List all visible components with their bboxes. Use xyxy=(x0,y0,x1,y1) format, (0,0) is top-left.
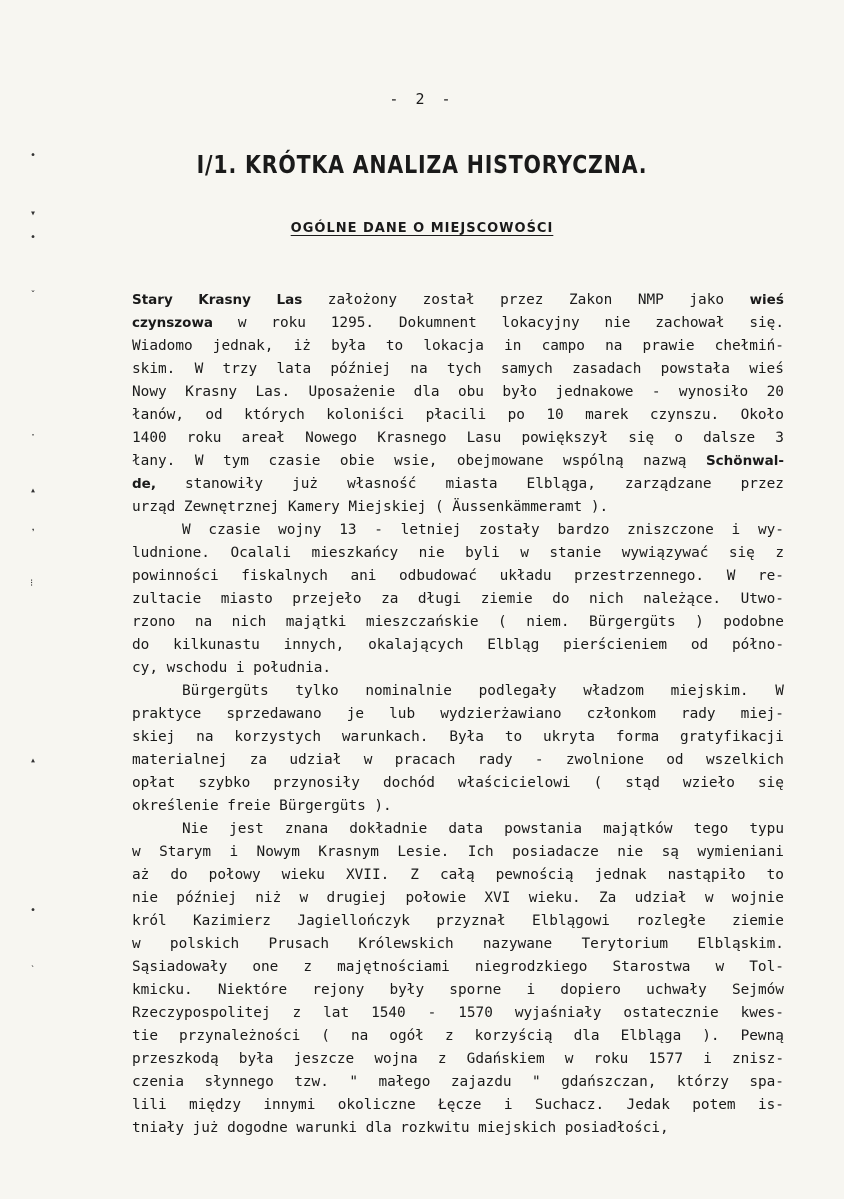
text-line: przeszkodą była jeszcze wojna z Gdańskiem w roku 1577 i znisz- xyxy=(132,1051,784,1067)
scan-speck: ˇ xyxy=(30,290,37,301)
scan-speck: ⁝ xyxy=(30,578,34,589)
text-line: łanów, od których koloniści płacili po 10 marek czynszu. Około xyxy=(132,407,784,423)
text-line: Nowy Krasny Las. Uposażenie dla obu było jednakowe - wynosiło 20 xyxy=(132,384,784,400)
text-line: czenia słynnego tzw. " małego zajazdu " gdańszczan, którzy spa- xyxy=(132,1074,784,1090)
text-line: Wiadomo jednak, iż była to lokacja in campo na prawie chełmiń- xyxy=(132,338,784,354)
text-line: czynszowa w roku 1295. Dokumnent lokacyjny nie zachował się. xyxy=(132,315,784,331)
text-line: skiej na korzystych warunkach. Była to ukryta forma gratyfikacji xyxy=(132,729,784,745)
text-line: lili między innymi okoliczne Łęcze i Suchacz. Jedak potem is- xyxy=(132,1097,784,1113)
text-line: powinności fiskalnych ani odbudować układu przestrzennego. W re- xyxy=(132,568,784,584)
text-line: skim. W trzy lata później na tych samych zasadach powstała wieś xyxy=(132,361,784,377)
text-line: Sąsiadowały one z majętnościami niegrodzkiego Starostwa w Tol- xyxy=(132,959,784,975)
scan-speck: • xyxy=(30,150,37,161)
scan-speck: ▴ xyxy=(30,485,37,496)
text-line: ludnione. Ocalali mieszkańcy nie byli w stanie wywiązywać się z xyxy=(132,545,784,561)
text-line: w Starym i Nowym Krasnym Lesie. Ich posiadacze nie są wymieniani xyxy=(132,844,784,860)
text-line: zultacie miasto przejeło za długi ziemie do nich należące. Utwo- xyxy=(132,591,784,607)
text-line: w polskich Prusach Królewskich nazywane Terytorium Elbląskim. xyxy=(132,936,784,952)
text-line: aż do połowy wieku XVII. Z całą pewnością jednak nastąpiło to xyxy=(132,867,784,883)
scan-speck: · xyxy=(30,430,37,441)
text-line: nie później niż w drugiej połowie XVI wieku. Za udział w wojnie xyxy=(132,890,784,906)
text-line: praktyce sprzedawano je lub wydzierżawiano członkom rady miej- xyxy=(132,706,784,722)
scan-speck: ❜ xyxy=(30,528,37,539)
text-line: król Kazimierz Jagiellończyk przyznał Elblągowi rozległe ziemie xyxy=(132,913,784,929)
text-line: Stary Krasny Las założony został przez Zakon NMP jako wieś xyxy=(132,292,784,308)
text-line: 1400 roku areał Nowego Krasnego Lasu powiększył się o dalsze 3 xyxy=(132,430,784,446)
page-number: - 2 - xyxy=(389,90,455,108)
text-line: kmicku. Niektóre rejony były sporne i dopiero uchwały Sejmów xyxy=(132,982,784,998)
text-line: de, stanowiły już własność miasta Elbląga, zarządzane przez xyxy=(132,476,784,492)
text-line: materialnej za udział w pracach rady - zwolnione od wszelkich xyxy=(132,752,784,768)
scan-speck: • xyxy=(30,232,37,243)
text-line: Nie jest znana dokładnie data powstania majątków tego typu xyxy=(182,821,784,837)
text-line: tniały już dogodne warunki dla rozkwitu miejskich posiadłości, xyxy=(132,1120,669,1136)
text-line: urząd Zewnętrznej Kamery Miejskiej ( Äussenkämmeramt ). xyxy=(132,499,609,515)
text-line: cy, wschodu i południa. xyxy=(132,660,332,676)
text-line: tie przynależności ( na ogół z korzyścią dla Elbląga ). Pewną xyxy=(132,1028,784,1044)
scan-speck: • xyxy=(30,905,37,916)
text-line: określenie freie Bürgergüts ). xyxy=(132,798,392,814)
text-line: do kilkunastu innych, okalających Elbląg pierścieniem od półno- xyxy=(132,637,784,653)
scan-speck: ˋ xyxy=(30,965,37,976)
text-line: rzono na nich majątki mieszczańskie ( niem. Bürgergüts ) podobne xyxy=(132,614,784,630)
scan-speck: ▴ xyxy=(30,755,37,766)
section-title: I/1. KRÓTKA ANALIZA HISTORYCZNA. xyxy=(196,150,648,179)
section-subtitle: OGÓLNE DANE O MIEJSCOWOŚCI xyxy=(290,221,554,236)
body-text xyxy=(132,289,784,1140)
text-line: opłat szybko przynosiły dochód właścicielowi ( stąd wzieło się xyxy=(132,775,784,791)
scan-speck: ▾ xyxy=(30,208,37,219)
text-line: Rzeczypospolitej z lat 1540 - 1570 wyjaśniały ostatecznie kwes- xyxy=(132,1005,784,1021)
text-line: łany. W tym czasie obie wsie, obejmowane wspólną nazwą Schönwal- xyxy=(132,453,784,469)
text-line: Bürgergüts tylko nominalnie podlegały władzom miejskim. W xyxy=(182,683,784,699)
text-line: W czasie wojny 13 - letniej zostały bardzo zniszczone i wy- xyxy=(182,522,784,538)
